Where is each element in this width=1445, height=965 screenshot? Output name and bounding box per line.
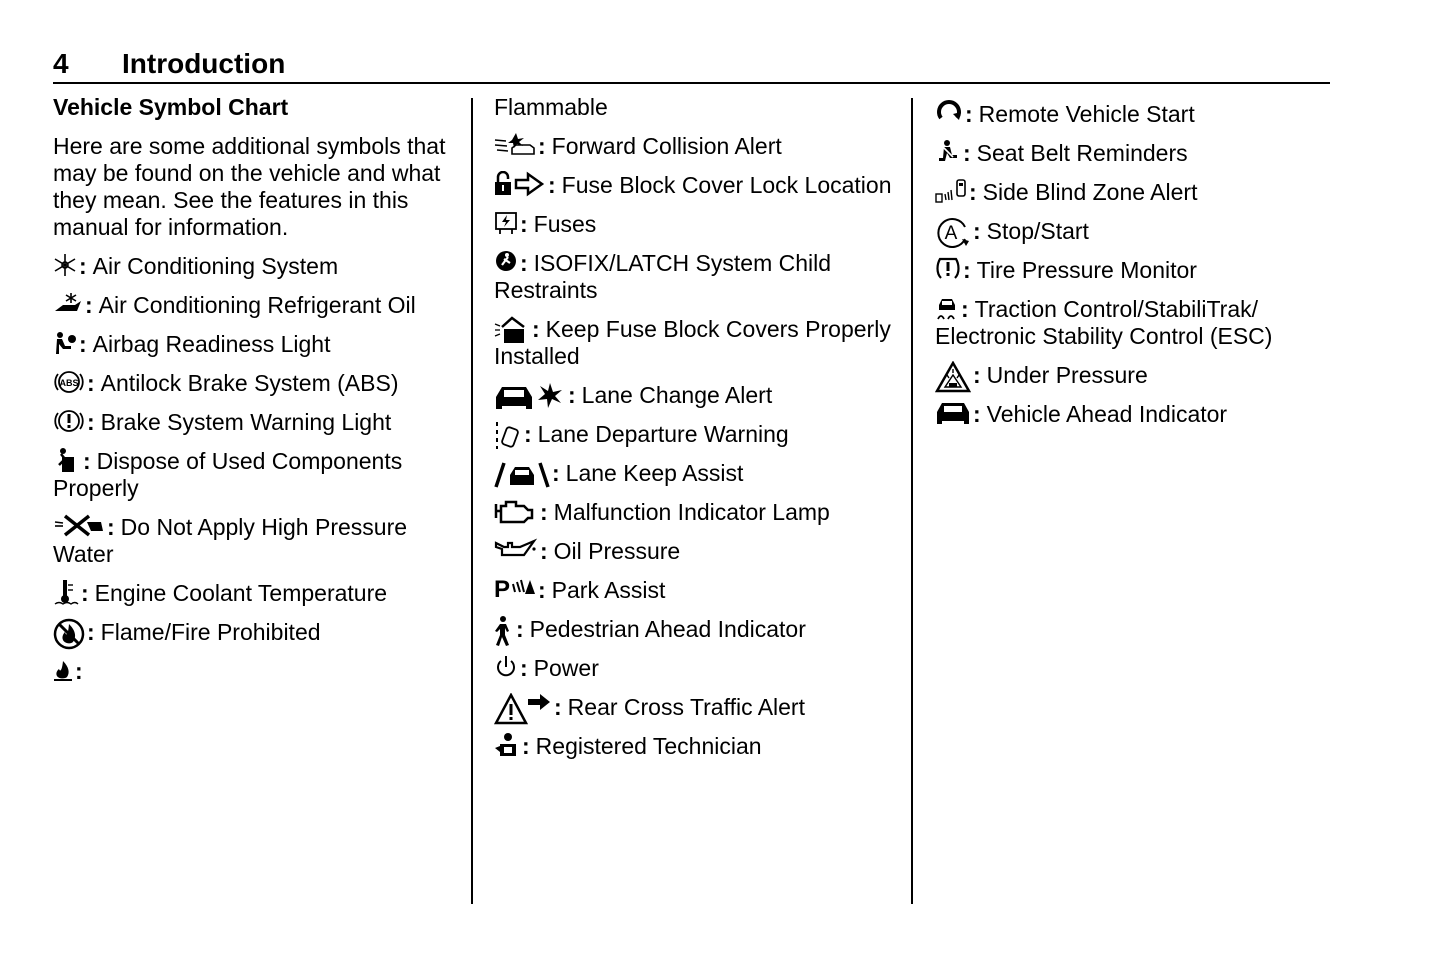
list-item: : Engine Coolant Temperature bbox=[53, 579, 453, 607]
column-1 bbox=[53, 94, 453, 696]
item-label: Remote Vehicle Start bbox=[978, 101, 1195, 127]
page-number: 4 bbox=[53, 48, 69, 79]
list-item: : Air Conditioning Refrigerant Oil bbox=[53, 291, 453, 319]
flammable-icon bbox=[53, 657, 73, 683]
item-label: Lane Departure Warning bbox=[537, 421, 789, 447]
snowflake-icon bbox=[53, 252, 77, 278]
item-label: Side Blind Zone Alert bbox=[982, 179, 1198, 205]
item-label: Airbag Readiness Light bbox=[92, 331, 331, 357]
item-label: Fuses bbox=[533, 211, 597, 237]
no-high-pressure-water-icon bbox=[53, 513, 105, 539]
ac-oil-icon bbox=[53, 291, 83, 317]
item-label: Seat Belt Reminders bbox=[976, 140, 1188, 166]
list-item: : Traction Control/StabiliTrak/ Electronic Stability Control (ESC) bbox=[935, 296, 1273, 349]
item-label: Air Conditioning System bbox=[92, 253, 339, 279]
item-label: Tire Pressure Monitor bbox=[976, 257, 1197, 283]
list-item: : Power bbox=[494, 654, 894, 682]
traction-control-icon bbox=[935, 295, 959, 321]
list-item: P : Park Assist bbox=[494, 576, 666, 603]
item-label: Park Assist bbox=[551, 577, 666, 603]
list-item: : Tire Pressure Monitor bbox=[935, 256, 1335, 284]
list-item: : Under Pressure bbox=[935, 361, 1335, 389]
item-label: Malfunction Indicator Lamp bbox=[553, 499, 830, 525]
list-item: : bbox=[53, 657, 453, 685]
item-label: Vehicle Ahead Indicator bbox=[986, 401, 1228, 427]
abs-icon bbox=[53, 369, 85, 395]
pedestrian-icon bbox=[494, 615, 514, 641]
column-divider bbox=[911, 98, 913, 904]
svg-text:A: A bbox=[944, 223, 958, 244]
power-icon bbox=[494, 654, 518, 680]
list-item: : Fuses bbox=[494, 210, 894, 238]
svg-text:ABS: ABS bbox=[59, 378, 79, 388]
seat-belt-icon bbox=[935, 139, 961, 165]
airbag-icon bbox=[53, 330, 77, 356]
park-assist-icon bbox=[494, 576, 536, 602]
isofix-icon bbox=[494, 249, 518, 275]
item-label: Lane Keep Assist bbox=[565, 460, 744, 486]
item-label: Brake System Warning Light bbox=[100, 409, 392, 435]
svg-text:P: P bbox=[494, 576, 511, 602]
list-item: : Malfunction Indicator Lamp bbox=[494, 498, 894, 526]
list-item: : Vehicle Ahead Indicator bbox=[935, 400, 1335, 428]
page-header bbox=[53, 44, 1330, 84]
list-item: : Pedestrian Ahead Indicator bbox=[494, 615, 894, 643]
flame-prohibited-icon bbox=[53, 618, 85, 644]
lane-change-icon bbox=[494, 381, 566, 407]
list-item: : Oil Pressure bbox=[494, 537, 894, 565]
item-label: Under Pressure bbox=[986, 362, 1148, 388]
item-label: Engine Coolant Temperature bbox=[94, 580, 388, 606]
tire-pressure-icon bbox=[935, 256, 961, 282]
technician-icon bbox=[494, 732, 520, 758]
item-label: Traction Control/StabiliTrak/ Electronic Stability Control (ESC) bbox=[935, 296, 1273, 349]
item-label: Stop/Start bbox=[986, 218, 1089, 244]
item-label: Registered Technician bbox=[535, 733, 762, 759]
list-item: : Dispose of Used Components Properly bbox=[53, 448, 403, 501]
item-label: Power bbox=[533, 655, 599, 681]
list-item: : Flame/Fire Prohibited bbox=[53, 618, 453, 646]
column-2 bbox=[494, 94, 894, 771]
item-label: Rear Cross Traffic Alert bbox=[567, 694, 805, 720]
intro-paragraph: Here are some additional symbols that may be found on the vehicle and what they mean. See the features in this manual for information. bbox=[53, 133, 446, 240]
list-item: : Forward Collision Alert bbox=[494, 132, 894, 160]
oil-can-icon bbox=[494, 537, 538, 563]
list-item: A : Stop/Start bbox=[935, 217, 1335, 245]
engine-icon bbox=[494, 498, 538, 524]
item-label: Air Conditioning Refrigerant Oil bbox=[98, 292, 416, 318]
fuse-covers-installed-icon bbox=[494, 315, 530, 341]
list-item: : Brake System Warning Light bbox=[53, 408, 453, 436]
item-label: Forward Collision Alert bbox=[551, 133, 782, 159]
remote-start-icon bbox=[935, 100, 963, 126]
lane-departure-icon bbox=[494, 420, 522, 446]
item-label: Do Not Apply High Pressure Water bbox=[53, 514, 408, 567]
item-label: Pedestrian Ahead Indicator bbox=[529, 616, 806, 642]
list-item: : Rear Cross Traffic Alert bbox=[494, 693, 894, 721]
page-title: Introduction bbox=[122, 48, 286, 79]
column-3 bbox=[935, 94, 1335, 439]
list-item: : Airbag Readiness Light bbox=[53, 330, 453, 358]
section-title: Vehicle Symbol Chart bbox=[53, 94, 289, 120]
item-label: Dispose of Used Components Properly bbox=[53, 448, 403, 501]
list-item: : Lane Keep Assist bbox=[494, 459, 894, 487]
list-item: : Seat Belt Reminders bbox=[935, 139, 1335, 167]
item-label: Flame/Fire Prohibited bbox=[100, 619, 321, 645]
brake-warning-icon bbox=[53, 408, 85, 434]
dispose-icon bbox=[53, 447, 81, 473]
continued-text: Flammable bbox=[494, 94, 608, 120]
column-divider bbox=[471, 98, 473, 904]
vehicle-ahead-icon bbox=[935, 400, 971, 426]
coolant-temp-icon bbox=[53, 579, 79, 605]
list-item: : Registered Technician bbox=[494, 732, 894, 760]
side-blind-zone-icon bbox=[935, 178, 967, 204]
list-item: : Side Blind Zone Alert bbox=[935, 178, 1335, 206]
list-item: : Air Conditioning System bbox=[53, 252, 453, 280]
item-label: Antilock Brake System (ABS) bbox=[100, 370, 399, 396]
item-label: Lane Change Alert bbox=[581, 382, 773, 408]
lane-keep-icon bbox=[494, 459, 550, 485]
list-item: ABS : Antilock Brake System (ABS) bbox=[53, 369, 453, 397]
list-item: : Do Not Apply High Pressure Water bbox=[53, 514, 408, 567]
list-item: : Fuse Block Cover Lock Location bbox=[494, 171, 894, 199]
stop-start-icon bbox=[935, 217, 971, 243]
item-label: ISOFIX/LATCH System Child Restraints bbox=[494, 250, 832, 303]
item-label: Oil Pressure bbox=[553, 538, 681, 564]
forward-collision-icon bbox=[494, 132, 536, 158]
fuses-icon bbox=[494, 210, 518, 236]
list-item: : Lane Change Alert bbox=[494, 381, 894, 409]
list-item: : ISOFIX/LATCH System Child Restraints bbox=[494, 250, 832, 303]
list-item: : Keep Fuse Block Covers Properly Installed bbox=[494, 316, 891, 369]
fuse-cover-lock-icon bbox=[494, 171, 546, 197]
under-pressure-icon bbox=[935, 361, 971, 387]
rear-cross-traffic-icon bbox=[494, 693, 552, 719]
item-label: Fuse Block Cover Lock Location bbox=[561, 172, 892, 198]
item-label: Keep Fuse Block Covers Properly Installed bbox=[494, 316, 891, 369]
list-item: : Lane Departure Warning bbox=[494, 420, 894, 448]
list-item: : Remote Vehicle Start bbox=[935, 100, 1335, 128]
